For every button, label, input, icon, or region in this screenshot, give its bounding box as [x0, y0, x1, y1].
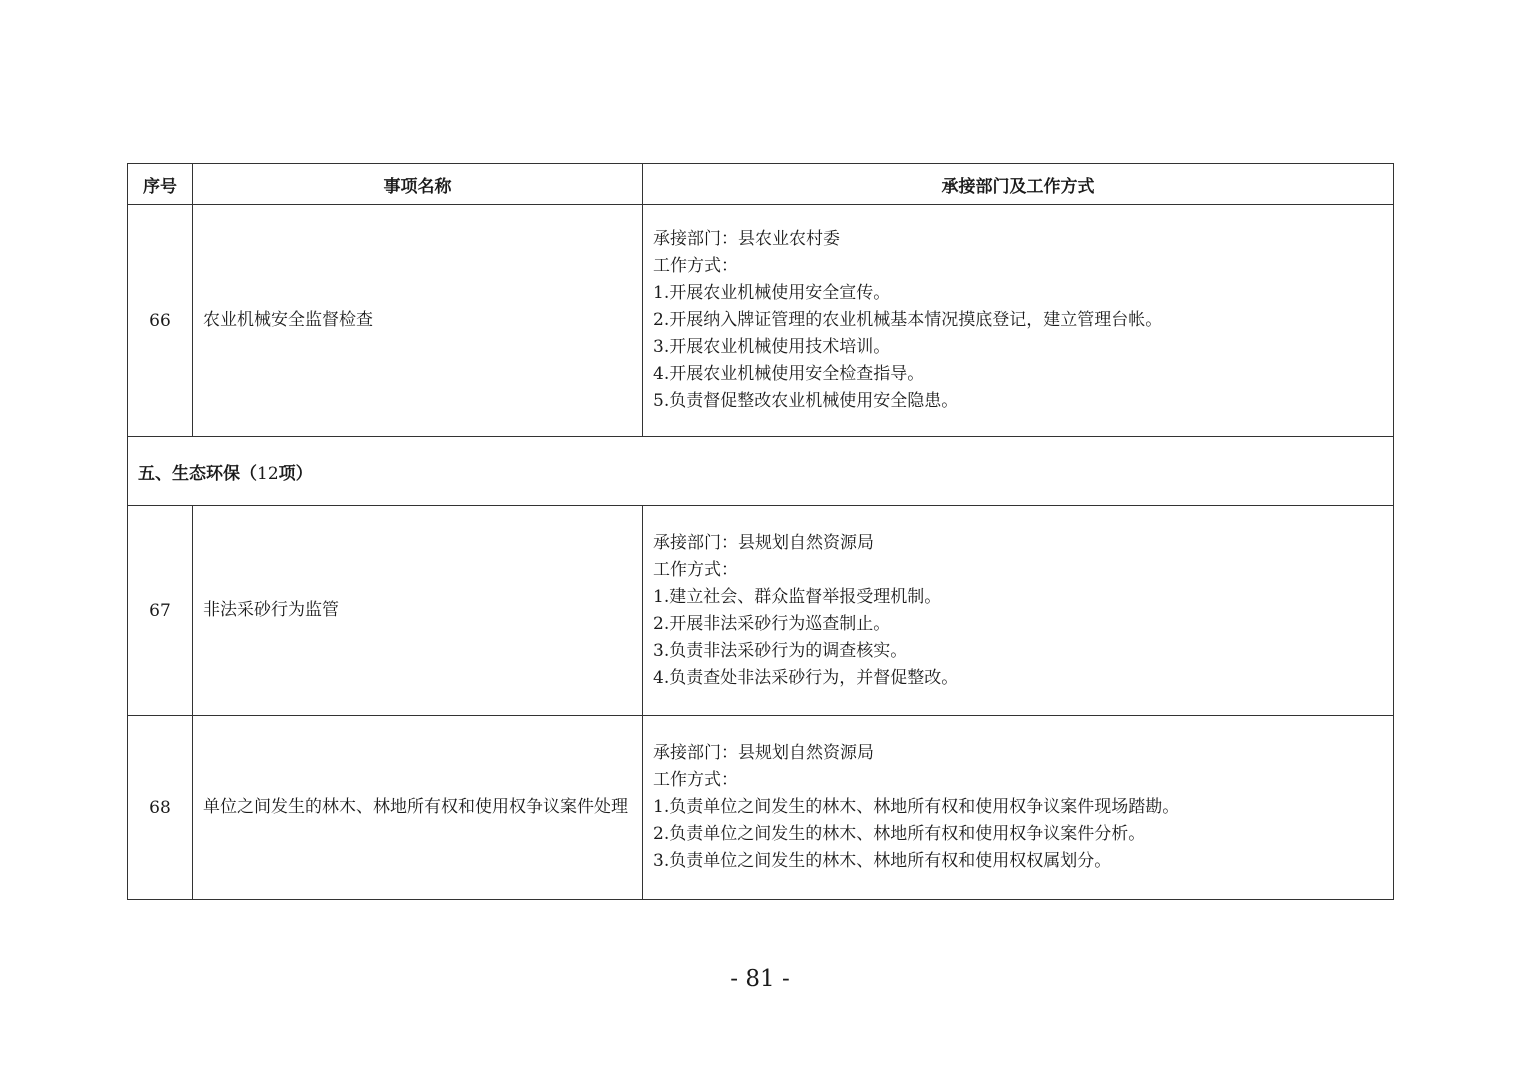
header-serial-number: 序号: [128, 164, 193, 205]
table-header-row: [128, 164, 1394, 205]
section-title: 五、生态环保（: [138, 463, 257, 484]
department-line: 承接部门：县农业农村委: [653, 229, 840, 249]
page-number: - 81 -: [730, 966, 790, 992]
table-row: [128, 716, 1394, 900]
method-item: 4.开展农业机械使用安全检查指导。: [653, 364, 925, 384]
row-department-method: [643, 506, 1394, 716]
header-matter-name: 事项名称: [193, 164, 643, 205]
department-line: 承接部门：县规划自然资源局: [653, 532, 874, 553]
method-item: 2.负责单位之间发生的林木、林地所有权和使用权争议案件分析。: [653, 824, 1146, 844]
row-matter-name: 单位之间发生的林木、林地所有权和使用权争议案件处理: [193, 716, 643, 900]
section-row: [128, 437, 1394, 506]
row-serial-number: 68: [128, 716, 193, 900]
row-department-method: [643, 205, 1394, 437]
method-item: 1.开展农业机械使用安全宣传。: [653, 283, 891, 303]
row-matter-name: 非法采砂行为监管: [193, 506, 643, 716]
method-item: 4.负责查处非法采砂行为，并督促整改。: [653, 667, 959, 688]
header-department-method: 承接部门及工作方式: [643, 164, 1394, 205]
row-serial-number: 66: [128, 205, 193, 437]
method-label: 工作方式：: [653, 256, 738, 276]
method-item: 3.开展农业机械使用技术培训。: [653, 337, 891, 357]
department-line: 承接部门：县规划自然资源局: [653, 743, 874, 763]
section-heading: [128, 437, 1394, 506]
method-item: 5.负责督促整改农业机械使用安全隐患。: [653, 391, 959, 411]
method-item: 1.负责单位之间发生的林木、林地所有权和使用权争议案件现场踏勘。: [653, 797, 1180, 817]
method-item: 2.开展非法采砂行为巡查制止。: [653, 613, 891, 634]
method-item: 2.开展纳入牌证管理的农业机械基本情况摸底登记，建立管理台帐。: [653, 310, 1163, 330]
table-row: [128, 506, 1394, 716]
method-item: 3.负责非法采砂行为的调查核实。: [653, 640, 908, 661]
section-count: 12: [257, 463, 279, 484]
method-label: 工作方式：: [653, 770, 738, 790]
row-department-method: [643, 716, 1394, 900]
method-item: 3.负责单位之间发生的林木、林地所有权和使用权权属划分。: [653, 851, 1112, 871]
row-matter-name: 农业机械安全监督检查: [193, 205, 643, 437]
table-row: [128, 205, 1394, 437]
matters-table: [127, 163, 1394, 900]
method-item: 1.建立社会、群众监督举报受理机制。: [653, 586, 942, 607]
row-serial-number: 67: [128, 506, 193, 716]
method-label: 工作方式：: [653, 559, 738, 580]
section-suffix: 项）: [278, 463, 313, 484]
